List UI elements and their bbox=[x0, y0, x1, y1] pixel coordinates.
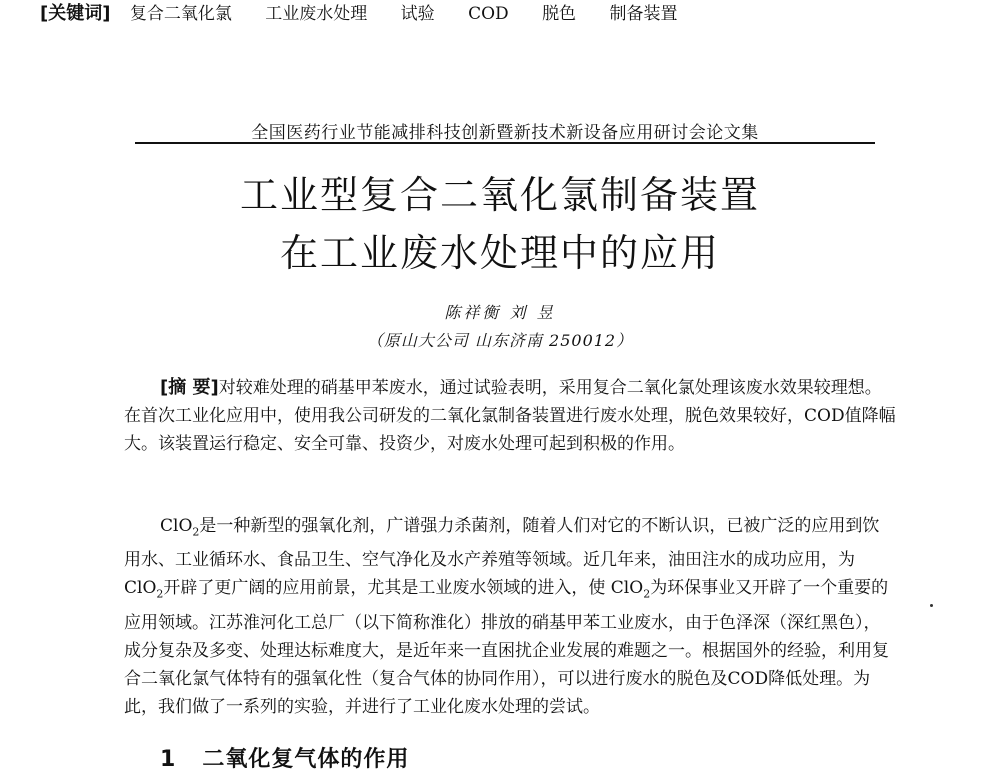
keyword-item: 制备装置 bbox=[609, 4, 678, 24]
keyword-item: 脱色 bbox=[542, 4, 577, 24]
header-rule bbox=[135, 142, 875, 144]
keyword-item: 试验 bbox=[400, 4, 435, 24]
keyword-item: 复合二氧化氯 bbox=[129, 4, 232, 24]
body-text-part: 开辟了更广阔的应用前景，尤其是工业废水领域的进入，使 ClO bbox=[163, 578, 644, 599]
section-title: 二氧化复气体的作用 bbox=[202, 747, 410, 772]
body-text-part: 是一种新型的强氧化剂，广谱强力杀菌剂，随着人们对它的不断认识，已被广泛的应用到饮用水、工业循环水、食品卫生、空气净化及水产养殖等领域。近几年来，油田注水的成功应用，为 ClO bbox=[124, 516, 880, 599]
abstract bbox=[124, 374, 896, 458]
abstract-text: 对较难处理的硝基甲苯废水，通过试验表明，采用复合二氧化氯处理该废水效果较理想。在首次工业化应用中，使用我公司研发的二氧化氯制备装置进行废水处理，脱色效果较好，COD值降幅大。该装置运行稳定、安全可靠、投资少，对废水处理可起到积极的作用。 bbox=[124, 378, 896, 454]
keyword-item: COD bbox=[468, 4, 509, 24]
authors: 陈祥衡 刘 昱 bbox=[444, 303, 556, 322]
abstract-label: [摘 要] bbox=[160, 377, 219, 398]
proceedings-header: 全国医药行业节能减排科技创新暨新技术新设备应用研讨会论文集 bbox=[251, 123, 759, 143]
body-paragraph bbox=[124, 512, 896, 721]
keywords bbox=[0, 0, 772, 28]
body-text-part: ClO bbox=[160, 516, 193, 536]
subscript: 2 bbox=[643, 587, 651, 601]
keywords-label: [关键词] bbox=[40, 3, 111, 24]
subscript: 2 bbox=[156, 587, 164, 601]
paper-title-line-1: 工业型复合二氧化氯制备装置 bbox=[239, 173, 760, 217]
scan-speck bbox=[930, 604, 933, 607]
subscript: 2 bbox=[192, 525, 200, 539]
body-text-part: 为环保事业又开辟了一个重要的应用领域。江苏淮河化工总厂（以下简称淮化）排放的硝基甲苯工业废水，由于色泽深（深红黑色），成分复杂及多变、处理达标难度大，是近年来一直困扰企业发展的难题之一。根据国外的经验，利用复合二氧化氯气体特有的强氧化性（复合气体的协同作用），可以进行废水的脱色及COD降低处理。为此，我们做了一系列的实验，并进行了工业化废水处理的尝试。 bbox=[124, 578, 889, 717]
keyword-item: 工业废水处理 bbox=[265, 4, 368, 24]
affiliation: （原山大公司 山东济南 250012） bbox=[366, 331, 634, 350]
section-heading bbox=[160, 742, 409, 773]
paper-title-line-2: 在工业废水处理中的应用 bbox=[279, 231, 720, 275]
section-number: 1 bbox=[160, 747, 177, 772]
